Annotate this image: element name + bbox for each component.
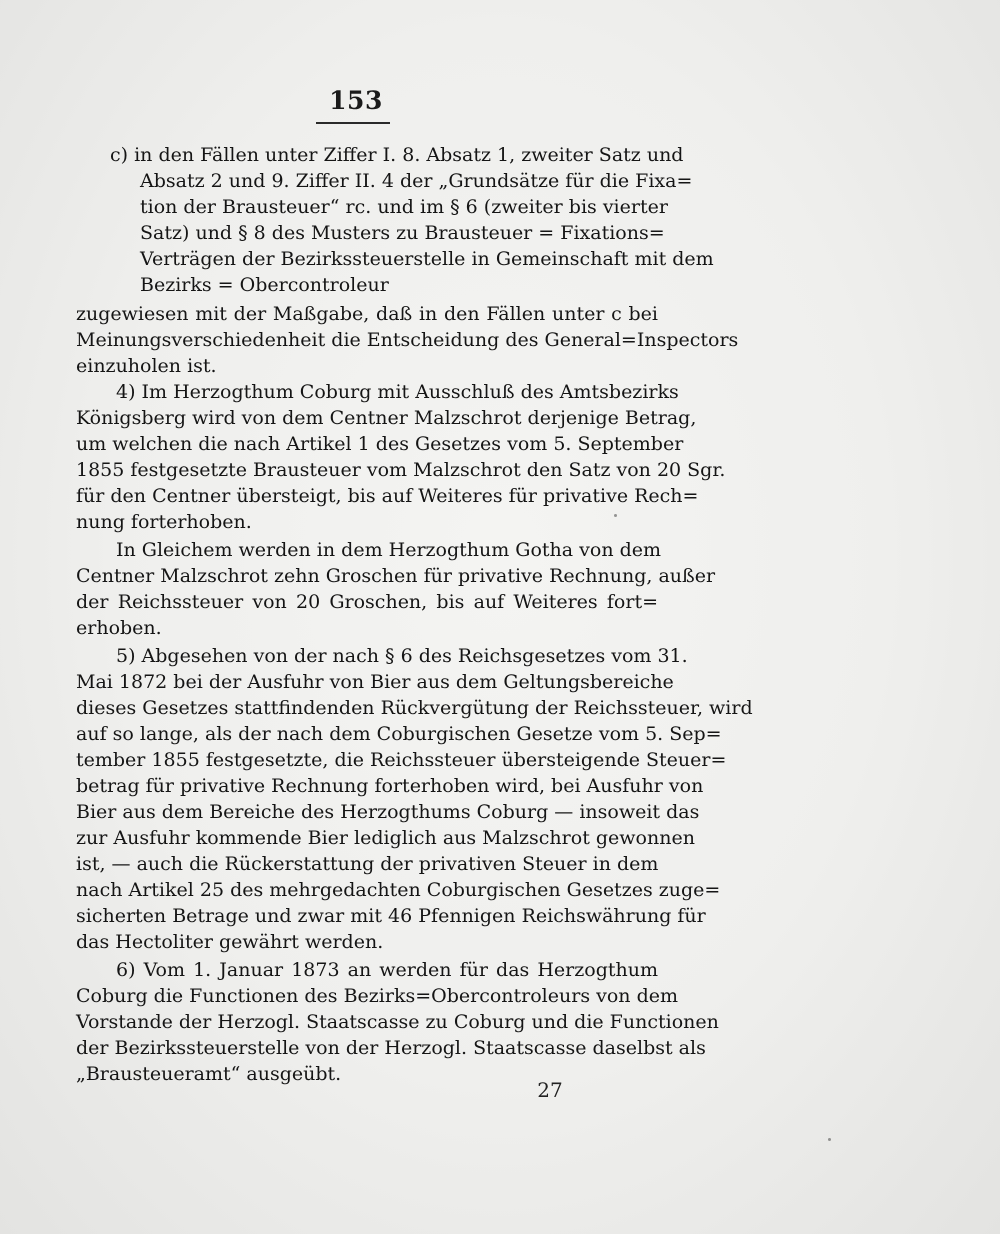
text-line: um welchen die nach Artikel 1 des Gesetzes vom 5. September: [76, 433, 684, 455]
text-line: In Gleichem werden in dem Herzogthum Gotha von dem: [116, 539, 662, 561]
text-line: zur Ausfuhr kommende Bier lediglich aus Malzschrot gewonnen: [76, 827, 695, 849]
text-line: tember 1855 festgesetzte, die Reichssteuer übersteigende Steuer=: [76, 749, 727, 771]
text-line: 1855 festgesetzte Brausteuer vom Malzschrot den Satz von 20 Sgr.: [76, 459, 726, 481]
text-line: der Bezirkssteuerstelle von der Herzogl. Staatscasse daselbst als: [76, 1037, 706, 1059]
text-line: c) in den Fällen unter Ziffer I. 8. Absatz 1, zweiter Satz und: [110, 144, 684, 166]
text-line: Centner Malzschrot zehn Groschen für privative Rechnung, außer: [76, 565, 716, 587]
text-line: erhoben.: [76, 617, 162, 639]
text-line: betrag für privative Rechnung forterhoben wird, bei Ausfuhr von: [76, 775, 704, 797]
text-line: zugewiesen mit der Maßgabe, daß in den Fällen unter c bei: [76, 303, 658, 325]
text-line: 6) Vom 1. Januar 1873 an werden für das Herzogthum: [116, 959, 658, 981]
signature-mark: 27: [537, 1078, 563, 1102]
text-line: Vorstande der Herzogl. Staatscasse zu Coburg und die Functionen: [76, 1011, 719, 1033]
text-line: 4) Im Herzogthum Coburg mit Ausschluß des Amtsbezirks: [116, 381, 679, 403]
text-line: Meinungsverschiedenheit die Entscheidung des General=Inspectors: [76, 329, 739, 351]
scan-speck: [828, 1138, 831, 1141]
text-line: Verträgen der Bezirkssteuerstelle in Gemeinschaft mit dem: [140, 248, 714, 270]
text-line: Königsberg wird von dem Centner Malzschrot derjenige Betrag,: [76, 407, 697, 429]
text-line: nung forterhoben.: [76, 511, 252, 533]
text-line: „Brausteueramt“ ausgeübt.: [76, 1063, 342, 1085]
text-line: Bier aus dem Bereiche des Herzogthums Coburg — insoweit das: [76, 801, 700, 823]
text-line: 5) Abgesehen von der nach § 6 des Reichsgesetzes vom 31.: [116, 645, 688, 667]
text-line: dieses Gesetzes stattfindenden Rückvergütung der Reichssteuer, wird: [76, 697, 753, 719]
text-line: der Reichssteuer von 20 Groschen, bis auf Weiteres fort=: [76, 591, 658, 613]
text-line: Coburg die Functionen des Bezirks=Obercontroleurs von dem: [76, 985, 678, 1007]
scan-speck: [614, 514, 617, 517]
text-line: Mai 1872 bei der Ausfuhr von Bier aus dem Geltungsbereiche: [76, 671, 674, 693]
text-line: Bezirks = Obercontroleur: [140, 274, 389, 296]
text-line: nach Artikel 25 des mehrgedachten Coburgischen Gesetzes zuge=: [76, 879, 721, 901]
text-line: das Hectoliter gewährt werden.: [76, 931, 384, 953]
text-line: sicherten Betrage und zwar mit 46 Pfennigen Reichswährung für: [76, 905, 706, 927]
text-line: tion der Brausteuer“ rc. und im § 6 (zweiter bis vierter: [140, 196, 668, 218]
text-line: Satz) und § 8 des Musters zu Brausteuer = Fixations=: [140, 222, 665, 244]
text-line: ist, — auch die Rückerstattung der privativen Steuer in dem: [76, 853, 659, 875]
text-line: einzuholen ist.: [76, 355, 217, 377]
page-number: 153: [329, 86, 383, 115]
text-line: für den Centner übersteigt, bis auf Weiteres für privative Rech=: [76, 485, 699, 507]
text-line: auf so lange, als der nach dem Coburgischen Gesetze vom 5. Sep=: [76, 723, 722, 745]
header-rule: [316, 122, 390, 124]
text-line: Absatz 2 und 9. Ziffer II. 4 der „Grundsätze für die Fixa=: [140, 170, 693, 192]
